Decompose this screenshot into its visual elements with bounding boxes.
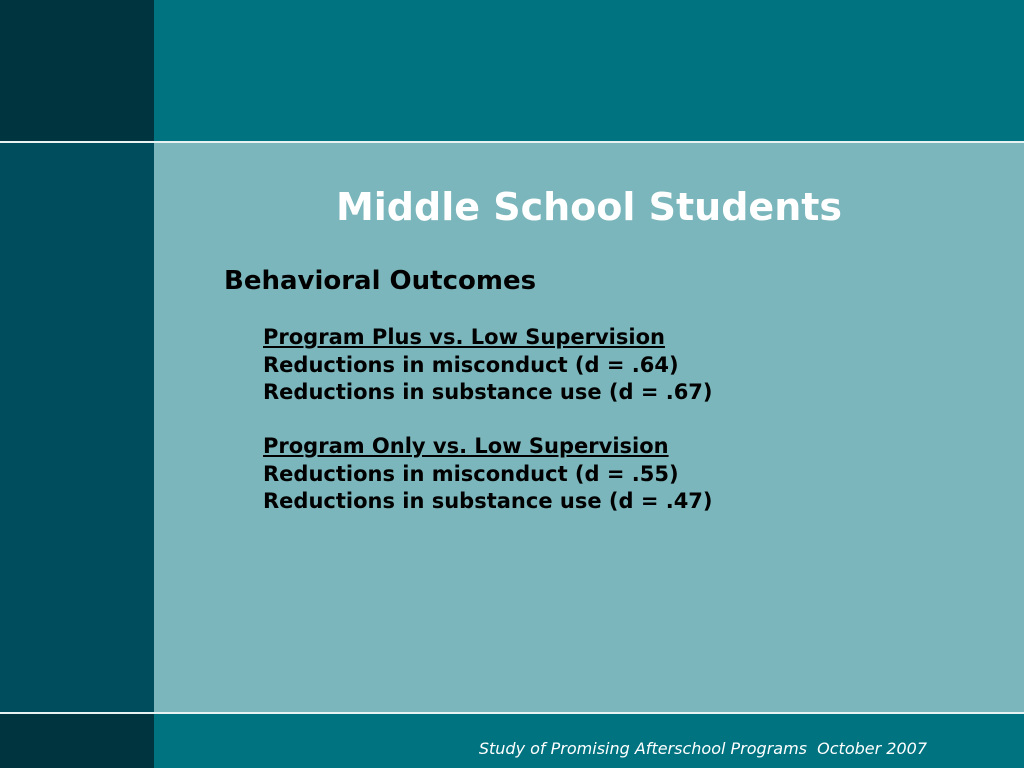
sidebar-middle-block: [0, 143, 154, 712]
comparison-group: [263, 324, 713, 407]
comparison-heading: Program Only vs. Low Supervision: [263, 434, 669, 458]
outcome-item: Reductions in misconduct (d = .55): [263, 461, 679, 486]
sidebar-bottom-block: [0, 714, 154, 768]
comparison-group: [263, 433, 713, 516]
sidebar-top-block: [0, 0, 154, 141]
section-heading: Behavioral Outcomes: [224, 266, 537, 296]
outcome-item: Reductions in substance use (d = .67): [263, 380, 713, 404]
footer-text: Study of Promising Afterschool Programs October 2007: [478, 739, 927, 758]
slide-title: Middle School Students: [335, 185, 843, 229]
outcome-item: Reductions in substance use (d = .47): [263, 489, 713, 513]
top-divider: [0, 141, 1024, 143]
comparison-heading: Program Plus vs. Low Supervision: [263, 325, 665, 349]
header-band: [154, 0, 1024, 141]
outcome-item: Reductions in misconduct (d = .64): [263, 352, 679, 377]
bottom-divider: [0, 712, 1024, 714]
